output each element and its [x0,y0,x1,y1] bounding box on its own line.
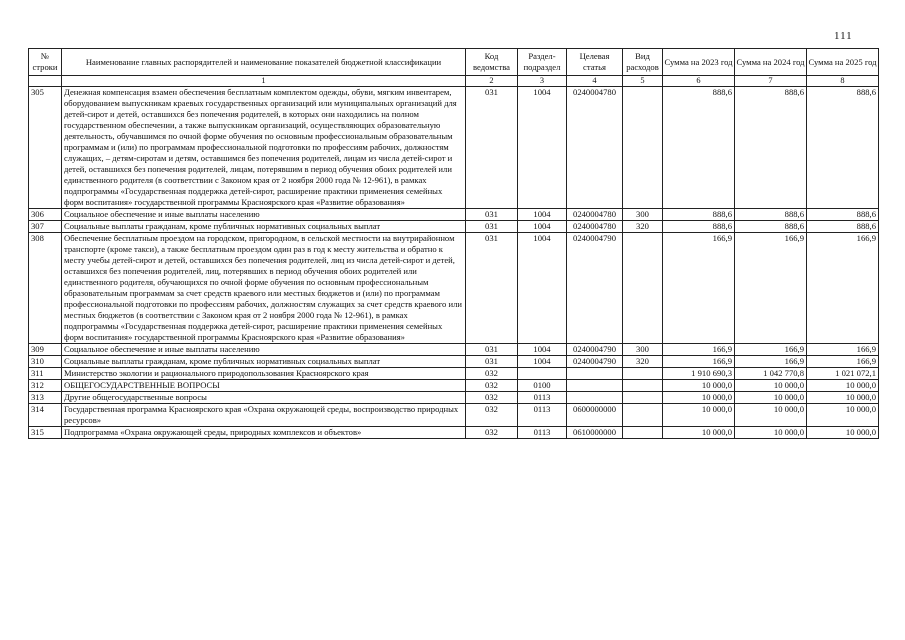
row-name-cell: Социальные выплаты гражданам, кроме публичных нормативных социальных выплат [62,356,466,368]
dept-code-cell: 031 [466,356,518,368]
sum-2024-cell: 10 000,0 [735,392,807,404]
row-name-cell: Обеспечение бесплатным проездом на городском, пригородном, в сельской местности на внутрирайонном транспорте (кроме такси), а также бесплатным проездом один раз в год к месту жительства и обратно к месту учебы детей-сирот и детей, оставшихся без попечения родителей, лиц из числа детей-сирот и детей, оставшихся без попечения родителей, лиц, потерявших в период обучения обоих родителей или единственного родителя, обучающихся по очной форме обучения по основным профессиональным образовательным программам за счет средств краевого или местных бюджетов и (или) по программам профессиональной подготовки по профессиям рабочих, должностям служащих за счет средств краевого или местных бюджетов (в соответствии с Законом края от 2 ноября 2000 года № 12-961), в рамках подпрограммы «Государственная поддержка детей-сирот, расширение практики применения семейных форм воспитания» государственной программы Красноярского края «Развитие образования» [62,233,466,344]
column-number: 3 [518,76,567,87]
sum-2024-cell: 888,6 [735,209,807,221]
table-row [29,427,879,439]
header-sum-2025: Сумма на 2025 год [807,49,879,76]
sum-2023-cell: 888,6 [663,209,735,221]
target-item-cell [567,392,623,404]
row-name-cell: Социальные выплаты гражданам, кроме публичных нормативных социальных выплат [62,221,466,233]
table-row [29,392,879,404]
target-item-cell: 0240004780 [567,87,623,209]
expense-type-cell: 320 [623,356,663,368]
sum-2025-cell: 888,6 [807,209,879,221]
expense-type-cell [623,380,663,392]
sum-2024-cell: 10 000,0 [735,380,807,392]
dept-code-cell: 032 [466,427,518,439]
row-number-cell: 314 [29,404,62,427]
sum-2025-cell: 10 000,0 [807,427,879,439]
target-item-cell: 0240004790 [567,344,623,356]
expense-type-cell [623,368,663,380]
row-name-cell: Социальное обеспечение и иные выплаты населению [62,209,466,221]
sum-2023-cell: 1 910 690,3 [663,368,735,380]
expense-type-cell [623,392,663,404]
table-row [29,344,879,356]
sum-2025-cell: 10 000,0 [807,404,879,427]
section-cell: 1004 [518,209,567,221]
row-name-cell: Подпрограмма «Охрана окружающей среды, природных комплексов и объектов» [62,427,466,439]
section-cell: 1004 [518,344,567,356]
table-header-row [29,49,879,76]
header-sum-2024: Сумма на 2024 год [735,49,807,76]
sum-2025-cell: 10 000,0 [807,380,879,392]
row-number-cell: 307 [29,221,62,233]
expense-type-cell [623,233,663,344]
header-dept-code: Код ведомства [466,49,518,76]
page-number: 111 [834,30,853,42]
sum-2025-cell: 166,9 [807,233,879,344]
header-section: Раздел-подраздел [518,49,567,76]
sum-2024-cell: 166,9 [735,356,807,368]
expense-type-cell: 300 [623,209,663,221]
row-number-cell: 311 [29,368,62,380]
table-body [29,87,879,439]
table-row [29,368,879,380]
expense-type-cell [623,427,663,439]
row-number-cell: 306 [29,209,62,221]
sum-2023-cell: 10 000,0 [663,404,735,427]
sum-2023-cell: 888,6 [663,87,735,209]
table-row [29,209,879,221]
dept-code-cell: 031 [466,344,518,356]
section-cell: 0113 [518,427,567,439]
row-name-cell: ОБЩЕГОСУДАРСТВЕННЫЕ ВОПРОСЫ [62,380,466,392]
sum-2024-cell: 166,9 [735,344,807,356]
header-target-item: Целевая статья [567,49,623,76]
table-row [29,404,879,427]
dept-code-cell: 032 [466,392,518,404]
header-name: Наименование главных распорядителей и наименование показателей бюджетной классификации [62,49,466,76]
column-number [29,76,62,87]
sum-2024-cell: 10 000,0 [735,427,807,439]
row-number-cell: 312 [29,380,62,392]
row-number-cell: 315 [29,427,62,439]
row-name-cell: Другие общегосударственные вопросы [62,392,466,404]
section-cell: 1004 [518,87,567,209]
row-name-cell: Министерство экологии и рационального природопользования Красноярского края [62,368,466,380]
sum-2023-cell: 10 000,0 [663,392,735,404]
row-number-cell: 313 [29,392,62,404]
sum-2025-cell: 888,6 [807,221,879,233]
target-item-cell [567,380,623,392]
section-cell: 0100 [518,380,567,392]
target-item-cell: 0240004780 [567,221,623,233]
sum-2025-cell: 166,9 [807,344,879,356]
section-cell: 1004 [518,356,567,368]
row-name-cell: Государственная программа Красноярского края «Охрана окружающей среды, воспроизводство природных ресурсов» [62,404,466,427]
sum-2023-cell: 166,9 [663,356,735,368]
table-row [29,380,879,392]
table-row [29,233,879,344]
target-item-cell: 0240004780 [567,209,623,221]
expense-type-cell: 320 [623,221,663,233]
target-item-cell: 0240004790 [567,356,623,368]
header-row-no: № строки [29,49,62,76]
column-number: 4 [567,76,623,87]
column-number: 1 [62,76,466,87]
sum-2023-cell: 166,9 [663,233,735,344]
sum-2025-cell: 10 000,0 [807,392,879,404]
column-number: 6 [663,76,735,87]
sum-2023-cell: 10 000,0 [663,427,735,439]
section-cell: 1004 [518,221,567,233]
sum-2023-cell: 888,6 [663,221,735,233]
row-number-cell: 305 [29,87,62,209]
column-number: 8 [807,76,879,87]
dept-code-cell: 031 [466,233,518,344]
dept-code-cell: 031 [466,209,518,221]
sum-2024-cell: 888,6 [735,87,807,209]
row-name-cell: Денежная компенсация взамен обеспечения бесплатным комплектом одежды, обуви, мягким инвентарем, оборудованием выпускникам краевых государственных организаций или муниципальных организаций для детей-сирот и детей, оставшихся без попечения родителей, в которых они находились на полном государственном обеспечении, а также выпускникам организаций, осуществляющих образовательную деятельность, обучавшимся по очной форме обучения по основным профессиональным образовательным программам и (или) по программам профессиональной подготовки по профессиям рабочих, должностям служащих, – детям-сиротам и детям, оставшимся без попечения родителей, лицам из числа детей-сирот и детей, оставшихся без попечения родителей, лицам, потерявшим в период обучения обоих родителей или единственного родителя (в соответствии с Законом края от 2 ноября 2000 года № 12-961), в рамках подпрограммы «Государственная поддержка детей-сирот, расширение практики применения семейных форм воспитания» государственной программы Красноярского края «Развитие образования» [62,87,466,209]
dept-code-cell: 031 [466,87,518,209]
sum-2025-cell: 166,9 [807,356,879,368]
header-sum-2023: Сумма на 2023 год [663,49,735,76]
column-number-row [29,76,879,87]
budget-table [28,48,879,439]
target-item-cell: 0610000000 [567,427,623,439]
expense-type-cell [623,404,663,427]
table-row [29,87,879,209]
target-item-cell: 0600000000 [567,404,623,427]
expense-type-cell [623,87,663,209]
sum-2024-cell: 1 042 770,8 [735,368,807,380]
section-cell: 1004 [518,233,567,344]
row-number-cell: 308 [29,233,62,344]
sum-2023-cell: 166,9 [663,344,735,356]
table-row [29,356,879,368]
dept-code-cell: 031 [466,221,518,233]
table-row [29,221,879,233]
expense-type-cell: 300 [623,344,663,356]
sum-2024-cell: 888,6 [735,221,807,233]
sum-2024-cell: 10 000,0 [735,404,807,427]
column-number: 5 [623,76,663,87]
section-cell: 0113 [518,392,567,404]
row-number-cell: 309 [29,344,62,356]
dept-code-cell: 032 [466,368,518,380]
target-item-cell: 0240004790 [567,233,623,344]
column-number: 7 [735,76,807,87]
dept-code-cell: 032 [466,404,518,427]
sum-2024-cell: 166,9 [735,233,807,344]
row-name-cell: Социальное обеспечение и иные выплаты населению [62,344,466,356]
section-cell: 0113 [518,404,567,427]
target-item-cell [567,368,623,380]
sum-2023-cell: 10 000,0 [663,380,735,392]
sum-2025-cell: 1 021 072,1 [807,368,879,380]
header-expense-type: Вид расходов [623,49,663,76]
section-cell [518,368,567,380]
dept-code-cell: 032 [466,380,518,392]
sum-2025-cell: 888,6 [807,87,879,209]
row-number-cell: 310 [29,356,62,368]
column-number: 2 [466,76,518,87]
